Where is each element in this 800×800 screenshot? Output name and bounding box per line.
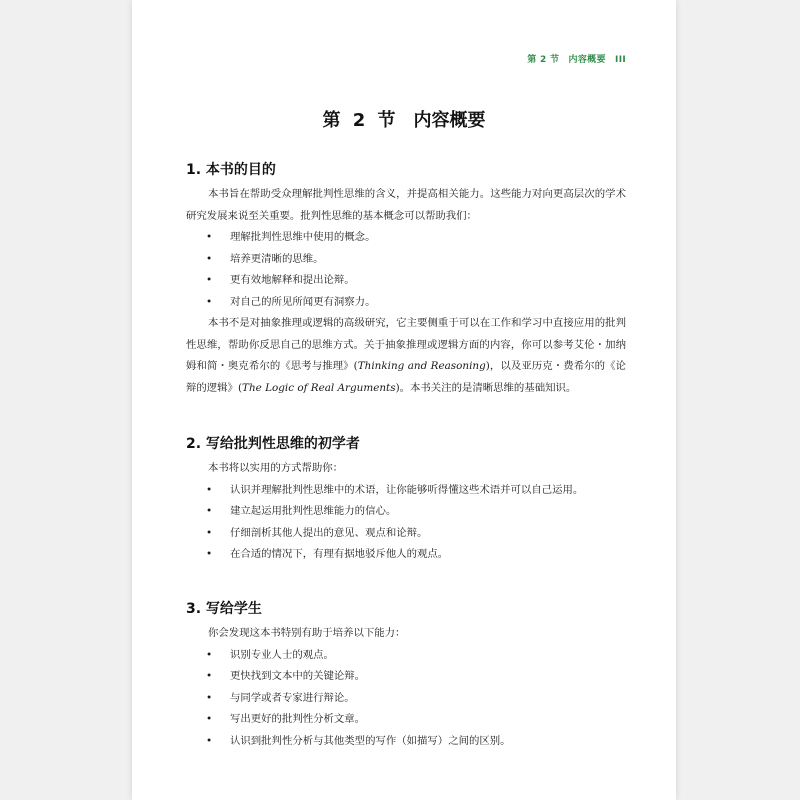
list-item-text: 更快找到文本中的关键论辩。 (230, 670, 366, 682)
list-item (186, 249, 626, 271)
list-item (186, 544, 626, 566)
book-page (132, 0, 676, 800)
section-heading: 2. 写给批判性思维的初学者 (186, 436, 360, 452)
list-item (186, 709, 626, 731)
list-item-text: 写出更好的批判性分析文章。 (230, 713, 366, 725)
list-item (186, 666, 626, 688)
bullet-icon: • (206, 505, 213, 517)
list-item (186, 501, 626, 523)
section-heading: 3. 写给学生 (186, 601, 262, 617)
list-item-text: 在合适的情况下，有理有据地驳斥他人的观点。 (230, 548, 449, 560)
list-item (186, 731, 626, 753)
book-title-logic-of-real-arguments: The Logic of Real Arguments (242, 381, 396, 394)
section-intro: 本书将以实用的方式帮助你： (208, 462, 344, 474)
bullet-list (186, 480, 626, 566)
list-item-text: 建立起运用批判性思维能力的信心。 (230, 505, 397, 517)
list-item (186, 227, 626, 249)
bullet-icon: • (206, 648, 213, 661)
list-item-text: 理解批判性思维中使用的概念。 (230, 231, 376, 243)
running-header: 第 2 节 内容概要 III (527, 55, 626, 65)
list-item (186, 523, 626, 545)
bullet-icon: • (206, 734, 213, 747)
list-item-text: 认识到批判性分析与其他类型的写作（如描写）之间的区别。 (230, 734, 511, 747)
list-item (186, 480, 626, 502)
list-item-text: 认识并理解批判性思维中的术语，让你能够听得懂这些术语并可以自己运用。 (230, 483, 584, 496)
bullet-icon: • (206, 670, 213, 682)
bullet-icon: • (206, 548, 213, 560)
section-intro: 你会发现这本书特别有助于培养以下能力： (208, 627, 406, 639)
section-heading: 1. 本书的目的 (186, 162, 276, 178)
list-item-text: 仔细剖析其他人提出的意见、观点和论辩。 (230, 526, 428, 539)
bullet-icon: • (206, 252, 213, 265)
list-item-text: 更有效地解释和提出论辩。 (230, 274, 355, 286)
closing-text: 本书不是对抽象推理或逻辑的高级研究，它主要侧重于可以在工作和学习中直接应用的批判性思维，帮助你反思自己的思维方式。关于抽象推理或逻辑方面的内容，你可以参考艾伦・加纳姆和简・奥克希尔的《思考与推理》( (186, 317, 626, 372)
section-purpose (186, 160, 626, 399)
list-item (186, 688, 626, 710)
list-item-text: 对自己的所见所闻更有洞察力。 (230, 295, 376, 308)
section-closing (186, 313, 626, 399)
list-item (186, 645, 626, 667)
book-title-thinking-and-reasoning: Thinking and Reasoning (357, 360, 486, 372)
list-item-text: 识别专业人士的观点。 (230, 648, 334, 661)
list-item (186, 270, 626, 292)
bullet-icon: • (206, 713, 213, 725)
bullet-icon: • (206, 231, 213, 243)
list-item (186, 292, 626, 314)
bullet-icon: • (206, 483, 213, 496)
section-beginners (186, 434, 626, 566)
bullet-icon: • (206, 295, 213, 308)
chapter-title: 第 2 节 内容概要 (322, 110, 486, 131)
section-intro: 本书旨在帮助受众理解批判性思维的含义，并提高相关能力。这些能力对向更高层次的学术研究发展来说至关重要。批判性思维的基本概念可以帮助我们： (186, 188, 626, 222)
closing-text: )，以及亚历克・费希尔的《论辩的逻辑》( (186, 360, 627, 394)
bullet-icon: • (206, 691, 213, 704)
bullet-icon: • (206, 274, 213, 286)
bullet-list (186, 227, 626, 313)
closing-text: )。本书关注的是清晰思维的基础知识。 (395, 381, 577, 394)
bullet-icon: • (206, 526, 213, 539)
list-item-text: 与同学或者专家进行辩论。 (230, 691, 355, 704)
section-students (186, 599, 626, 752)
bullet-list (186, 645, 626, 753)
list-item-text: 培养更清晰的思维。 (230, 252, 324, 265)
